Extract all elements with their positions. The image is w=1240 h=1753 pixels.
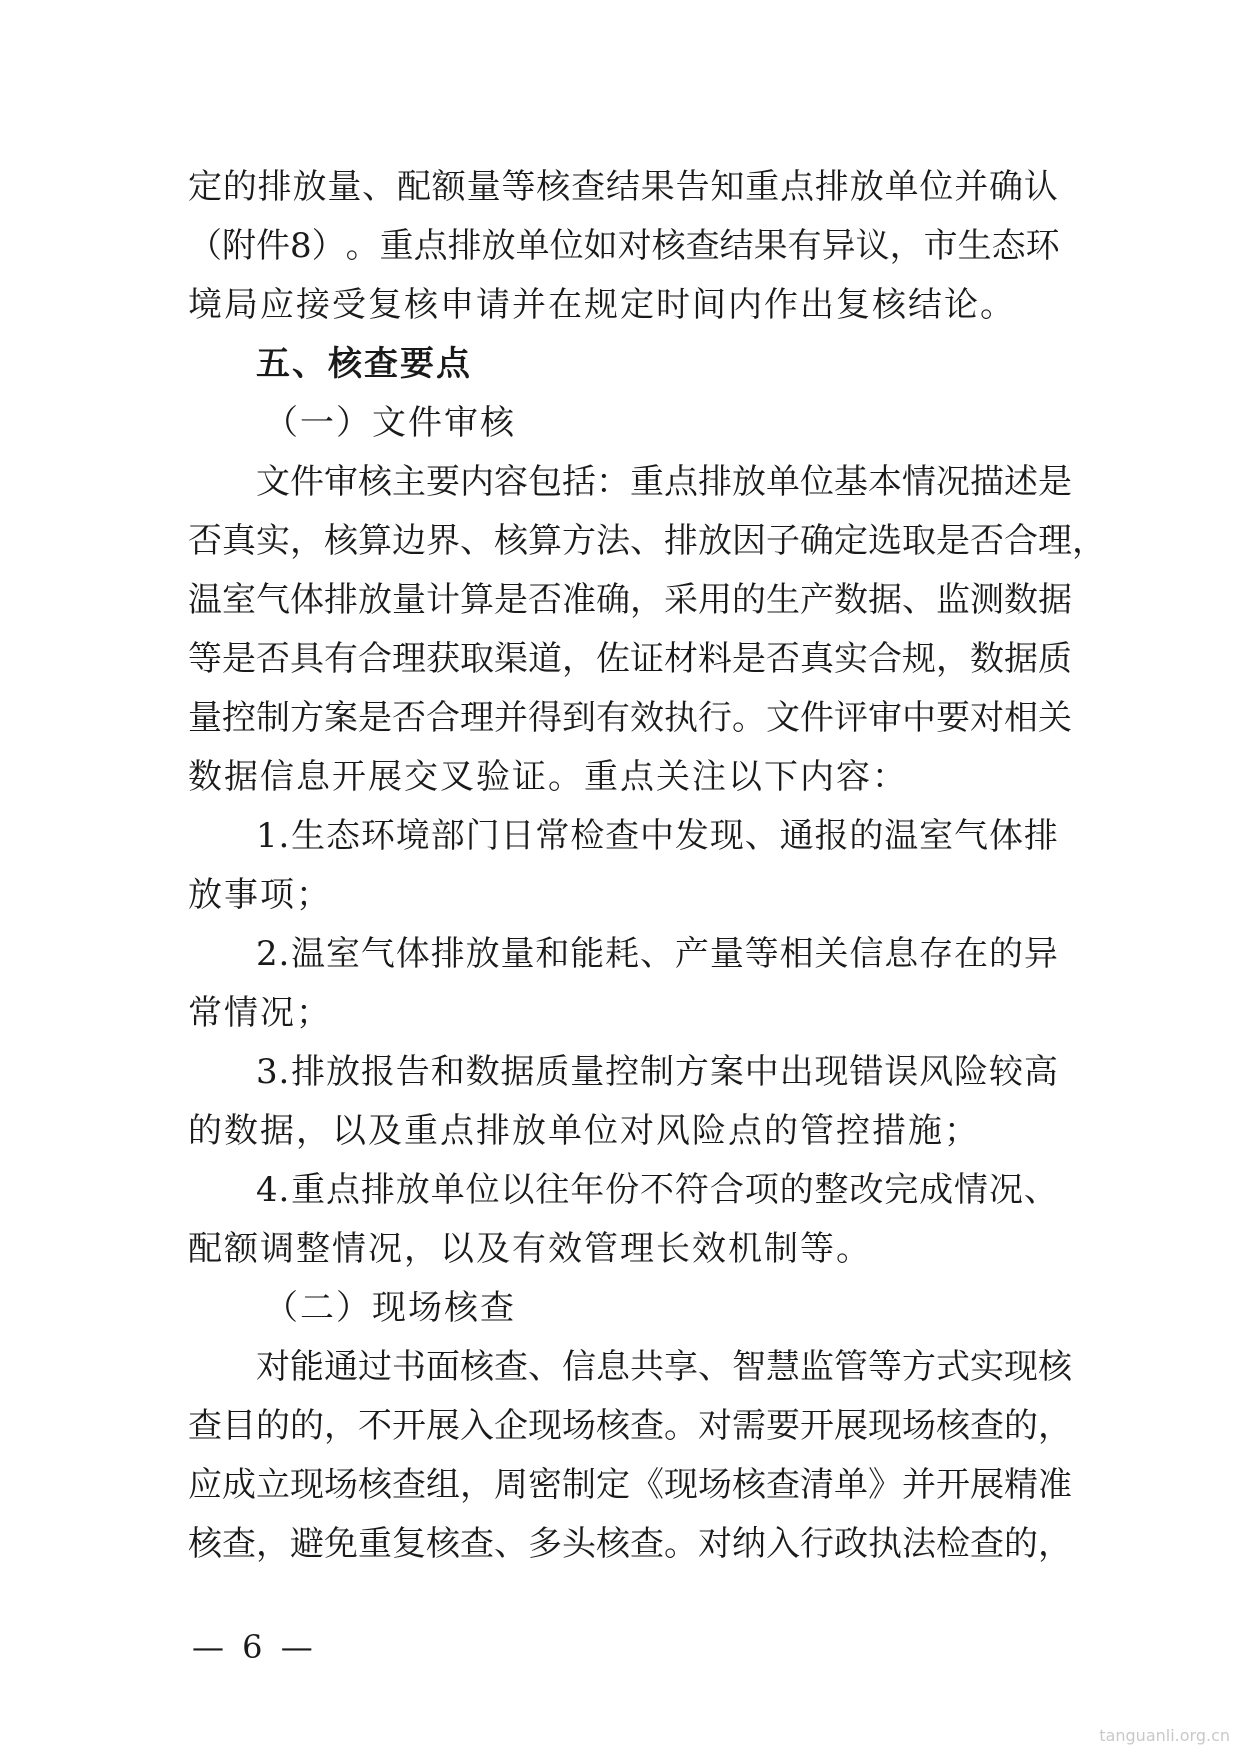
text-line: 等 是 否 具 有 合 理 获 取 渠 道 ， 佐 证 材 料 是 否 真 实 合 规 ， 数 据 质 [188, 639, 1072, 679]
body-text [188, 158, 1106, 1574]
subsection-heading: （二）现场核查 [264, 1288, 516, 1328]
subsection-heading: （一）文件审核 [264, 403, 516, 443]
text-line: 数据信息开展交叉验证。重点关注以下内容： [188, 757, 908, 797]
text-line: 境局应接受复核申请并在规定时间内作出复核结论。 [188, 285, 1016, 325]
text-line: 否 真 实 ， 核 算 边 界 、 核 算 方 法 、 排 放 因 子 确 定 选 取 是 否 合 理 ， [188, 521, 1106, 561]
watermark-text: tanguanli.org.cn [1099, 1726, 1230, 1745]
list-item-line: 2 . 温 室 气 体 排 放 量 和 能 耗 、 产 量 等 相 关 信 息 存 在 的 异 [256, 934, 1058, 974]
list-item-line: 配额调整情况，以及有效管理长效机制等。 [188, 1229, 872, 1269]
section-heading: 五、核查要点 [256, 344, 472, 384]
text-line: 定 的 排 放 量 、 配 额 量 等 核 查 结 果 告 知 重 点 排 放 单 位 并 确 认 [188, 167, 1058, 207]
text-line: 核 查 ， 避 免 重 复 核 查 、 多 头 核 查 。 对 纳 入 行 政 执 法 检 查 的 ， [188, 1524, 1072, 1564]
list-item-line: 4 . 重 点 排 放 单 位 以 往 年 份 不 符 合 项 的 整 改 完 成 情 况 、 [256, 1170, 1058, 1210]
list-item-line: 放事项； [188, 875, 332, 915]
text-line: 量 控 制 方 案 是 否 合 理 并 得 到 有 效 执 行 。 文 件 评 审 中 要 对 相 关 [188, 698, 1072, 738]
text-line: （ 附 件 8 ） 。 重 点 排 放 单 位 如 对 核 查 结 果 有 异 议 ， 市 生 态 环 [188, 226, 1060, 266]
text-line: 文 件 审 核 主 要 内 容 包 括 ： 重 点 排 放 单 位 基 本 情 况 描 述 是 [256, 462, 1072, 502]
text-line: 对 能 通 过 书 面 核 查 、 信 息 共 享 、 智 慧 监 管 等 方 式 实 现 核 [256, 1347, 1072, 1387]
text-line: 查 目 的 的 ， 不 开 展 入 企 现 场 核 查 。 对 需 要 开 展 现 场 核 查 的 ， [188, 1406, 1072, 1446]
page-number: — 6 — [192, 1628, 317, 1666]
list-item-line: 的数据，以及重点排放单位对风险点的管控措施； [188, 1111, 980, 1151]
list-item-line: 常情况； [188, 993, 332, 1033]
list-item-line: 1 . 生 态 环 境 部 门 日 常 检 查 中 发 现 、 通 报 的 温 室 气 体 排 [256, 816, 1058, 856]
list-item-line: 3 . 排 放 报 告 和 数 据 质 量 控 制 方 案 中 出 现 错 误 风 险 较 高 [256, 1052, 1058, 1092]
text-line: 应 成 立 现 场 核 查 组 ， 周 密 制 定 《 现 场 核 查 清 单 》 并 开 展 精 准 [188, 1465, 1072, 1505]
text-line: 温 室 气 体 排 放 量 计 算 是 否 准 确 ， 采 用 的 生 产 数 据 、 监 测 数 据 [188, 580, 1072, 620]
